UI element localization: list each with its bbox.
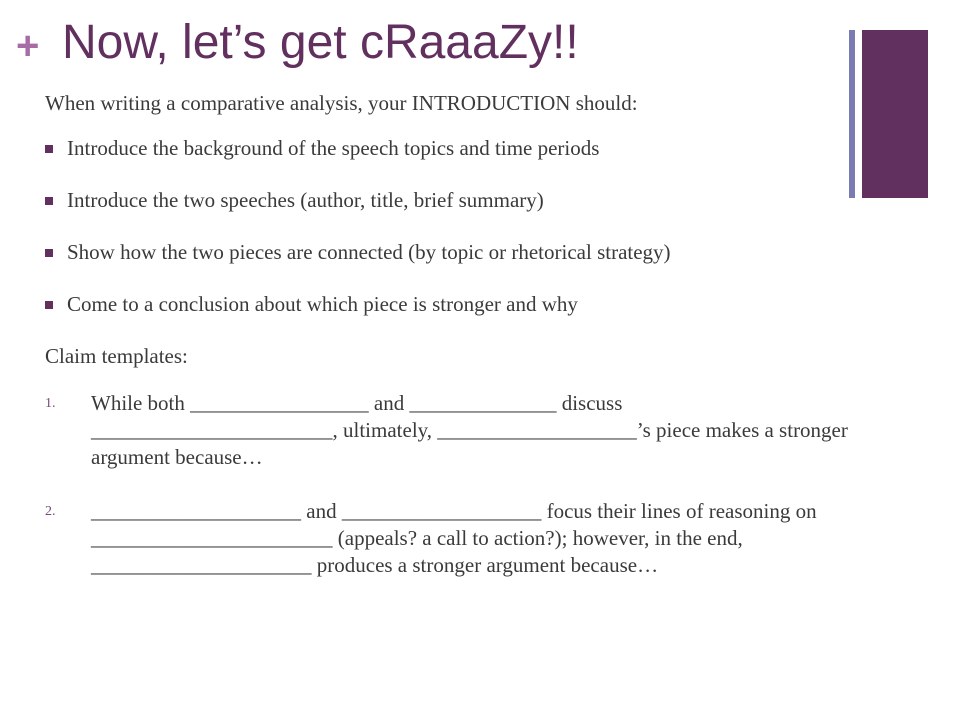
bullet-item	[45, 291, 865, 318]
template-item	[45, 498, 865, 579]
bullet-item	[45, 135, 865, 162]
intro-text: When writing a comparative analysis, your INTRODUCTION should:	[45, 91, 638, 115]
bullet-text: Introduce the background of the speech topics and time periods	[67, 136, 600, 160]
bullet-item	[45, 239, 865, 266]
template-text: While both _________________ and ______________ discuss _______________________, ultimately, ___________________’s piece makes a stronger argument because…	[91, 391, 848, 469]
square-bullet-icon	[45, 249, 53, 257]
template-list	[45, 390, 865, 579]
square-bullet-icon	[45, 145, 53, 153]
bullet-text: Introduce the two speeches (author, title, brief summary)	[67, 188, 544, 212]
decorative-thick-bar	[862, 30, 928, 198]
plus-icon: +	[16, 24, 40, 68]
bullet-item	[45, 187, 865, 214]
template-text: ____________________ and ___________________ focus their lines of reasoning on _______________________ (appeals? a call to action?); however, in the end, _____________________ produces a stronger argument because…	[91, 499, 817, 577]
square-bullet-icon	[45, 197, 53, 205]
square-bullet-icon	[45, 301, 53, 309]
bullet-list	[45, 135, 865, 318]
template-item	[45, 390, 865, 471]
template-number: 1.	[45, 396, 56, 411]
slide-content	[45, 90, 865, 606]
bullet-text: Come to a conclusion about which piece is stronger and why	[67, 292, 578, 316]
slide-title: Now, let’s get cRaaaZy!!	[62, 16, 579, 69]
claim-templates-heading: Claim templates:	[45, 344, 188, 368]
template-number: 2.	[45, 504, 56, 519]
bullet-text: Show how the two pieces are connected (by topic or rhetorical strategy)	[67, 240, 671, 264]
